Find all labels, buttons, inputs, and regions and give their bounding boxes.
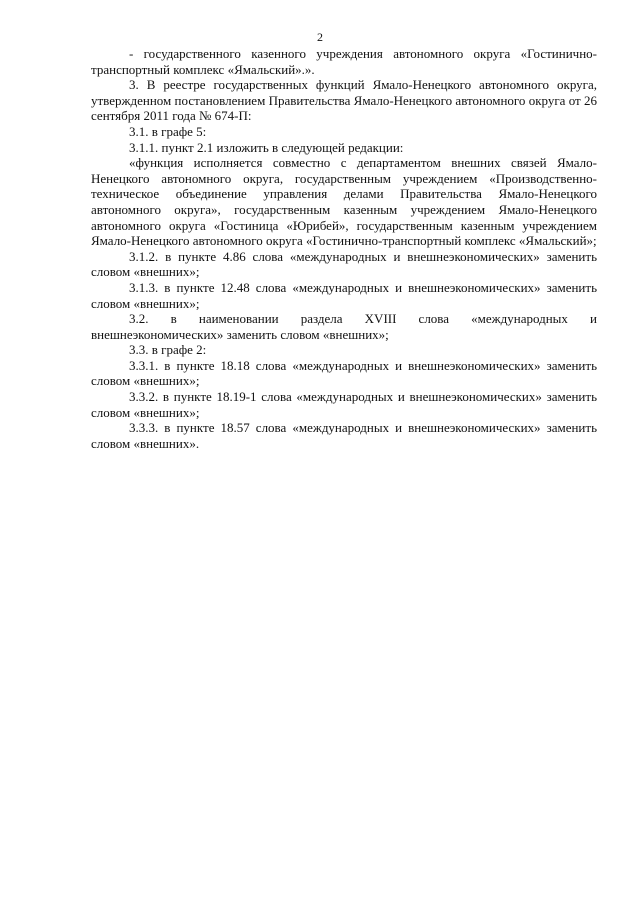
paragraph-3-1-1: 3.1.1. пункт 2.1 изложить в следующей редакции: xyxy=(129,139,404,155)
paragraph-3-2: 3.2. в наименовании раздела XVIII слова «международных и внешнеэкономических» заменить словом «внешних»; xyxy=(91,311,597,342)
paragraph-quoted-function: «функция исполняется совместно с департаментом внешних связей Ямало-Ненецкого автономного округа, государственным учреждением «Производственно-техническое объединение управления делами Правительства Ямало-Ненецкого автономного округа», государственным казенным учреждением Ямало-Ненецкого автономного округа «Гостиница «Юрибей», государственным казенным учреждением Ямало-Ненецкого автономного округа «Гостинично-транспортный комплекс «Ямальский»; xyxy=(91,155,597,249)
paragraph-3-1-2: 3.1.2. в пункте 4.86 слова «международных и внешнеэкономических» заменить словом «внешних»; xyxy=(91,248,597,280)
paragraph-3-3: 3.3. в графе 2: xyxy=(129,342,207,358)
paragraph-3-3-2: 3.3.2. в пункте 18.19-1 слова «международных и внешнеэкономических» заменить словом «внешних»; xyxy=(91,389,597,420)
paragraph-continuation: - государственного казенного учреждения автономного округа «Гостинично-транспортный комплекс «Ямальский».». xyxy=(91,46,597,77)
paragraph-3-1: 3.1. в графе 5: xyxy=(129,123,207,139)
paragraph-3-3-1: 3.3.1. в пункте 18.18 слова «международных и внешнеэкономических» заменить словом «внешних»; xyxy=(91,357,597,389)
paragraph-3-1-3: 3.1.3. в пункте 12.48 слова «международных и внешнеэкономических» заменить словом «внешних»; xyxy=(91,279,597,311)
paragraph-3-3-3: 3.3.3. в пункте 18.57 слова «международных и внешнеэкономических» заменить словом «внешних». xyxy=(91,420,597,451)
document-body xyxy=(91,46,597,451)
paragraph-3: 3. В реестре государственных функций Ямало-Ненецкого автономного округа, утвержденном постановлением Правительства Ямало-Ненецкого автономного округа от 26 сентября 2011 года № 674-П: xyxy=(91,77,597,124)
page-number: 2 xyxy=(317,30,323,44)
